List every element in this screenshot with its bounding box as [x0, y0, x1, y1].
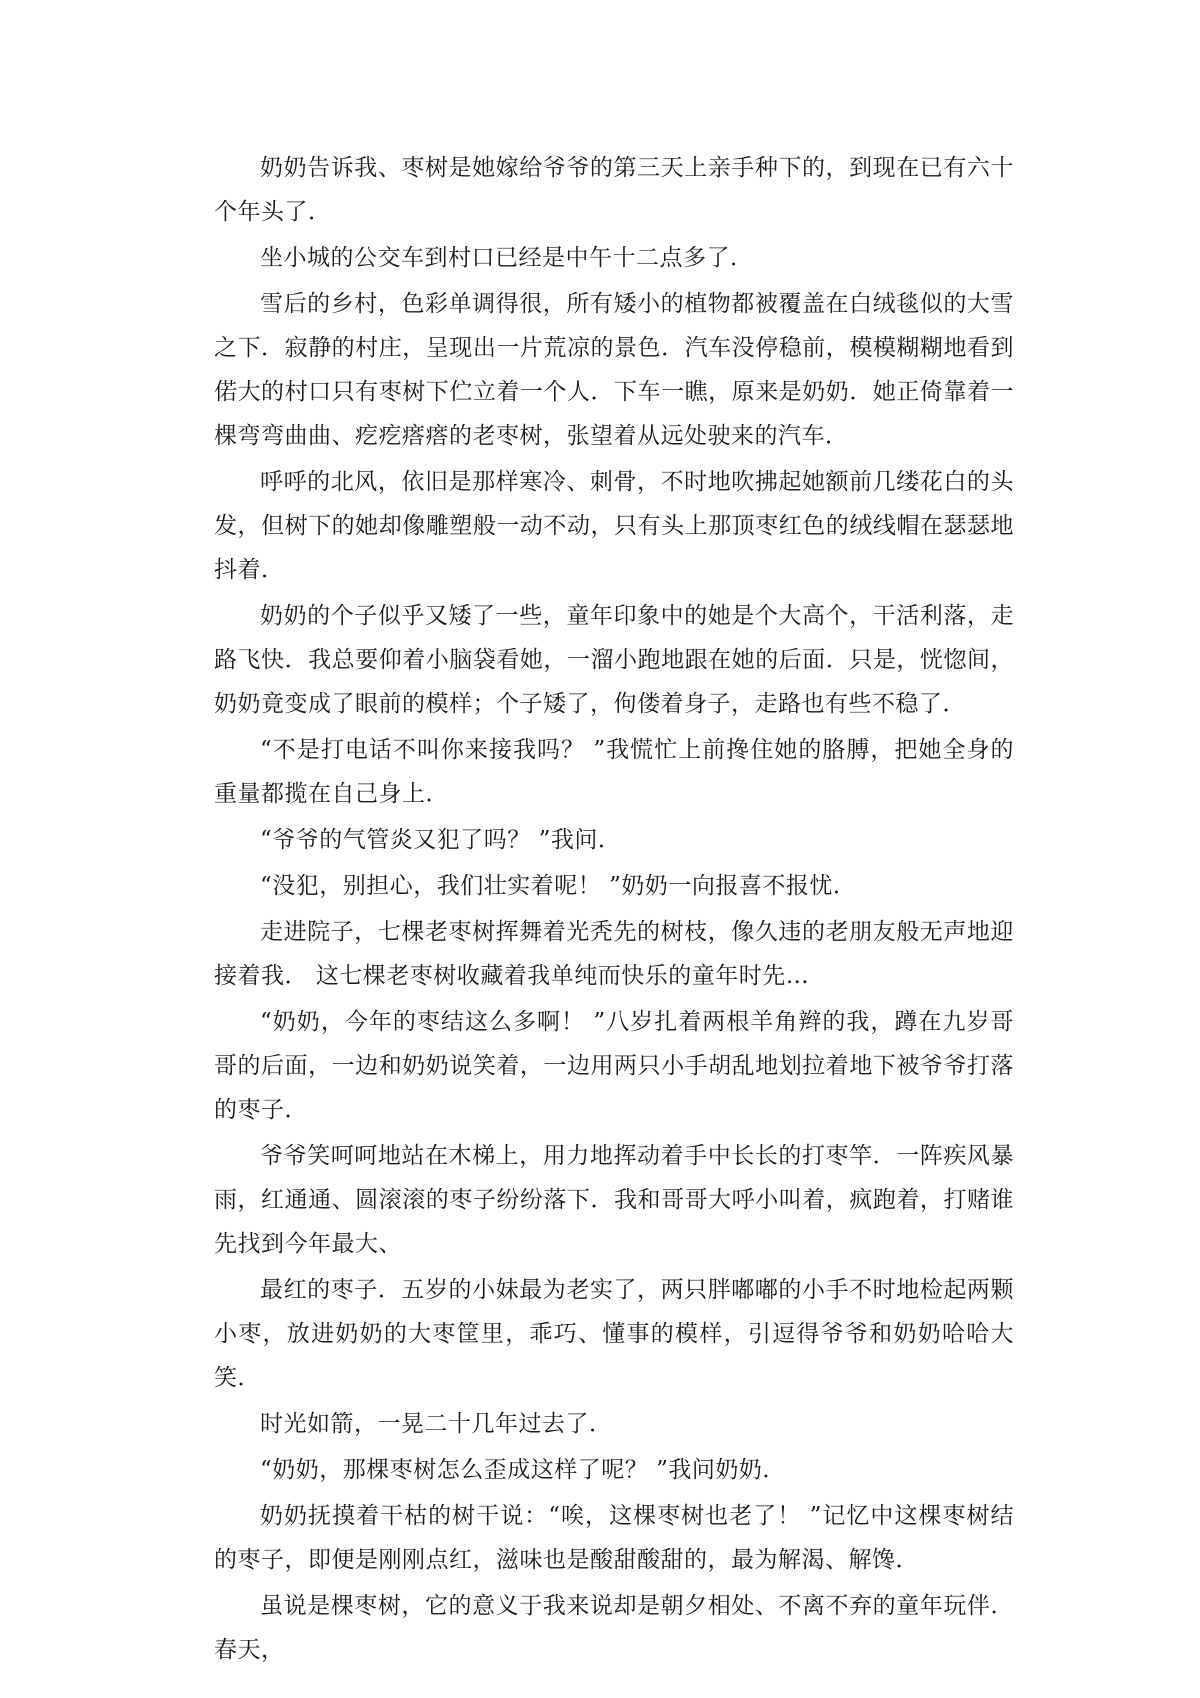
paragraph: 虽说是棵枣树，它的意义于我来说却是朝夕相处、不离不弃的童年玩伴．春天，: [214, 1593, 1014, 1663]
paragraph: “没犯，别担心，我们壮实着呢！ ”奶奶一向报喜不报忧．: [260, 873, 857, 899]
paragraph: 坐小城的公交车到村口已经是中午十二点多了．: [260, 245, 754, 271]
paragraph: 奶奶的个子似乎又矮了一些，童年印象中的她是个大高个，干活利落，走路飞快．我总要仰着小脑袋看她，一溜小跑地跟在她的后面．只是，恍惚间，奶奶竟变成了眼前的模样；个子矮了，佝偻着身子，走路也有些不稳了．: [214, 603, 1014, 717]
paragraph: “奶奶，今年的枣结这么多啊！ ”八岁扎着两根羊角辫的我，蹲在九岁哥哥的后面，一边和奶奶说笑着，一边用两只小手胡乱地划拉着地下被爷爷打落的枣子．: [214, 1009, 1014, 1123]
paragraph: “爷爷的气管炎又犯了吗？ ”我问．: [260, 827, 622, 853]
paragraph: 时光如箭，一晃二十几年过去了．: [260, 1411, 613, 1437]
paragraph: 走进院子，七棵老枣树挥舞着光秃先的树枝，像久违的老朋友般无声地迎接着我． 这七棵老枣树收藏着我单纯而快乐的童年时先…: [214, 919, 1014, 989]
paragraph: 最红的枣子．五岁的小妹最为老实了，两只胖嘟嘟的小手不时地检起两颗小枣，放进奶奶的大枣筐里，乖巧、懂事的模样，引逗得爷爷和奶奶哈哈大笑．: [214, 1277, 1014, 1391]
paragraph: 奶奶告诉我、枣树是她嫁给爷爷的第三天上亲手种下的，到现在已有六十个年头了．: [214, 155, 1014, 225]
paragraph: 雪后的乡村，色彩单调得很，所有矮小的植物都被覆盖在白绒毯似的大雪之下．寂静的村庄，呈现出一片荒凉的景色．汽车没停稳前，模模糊糊地看到偌大的村口只有枣树下伫立着一个人．下车一瞧，原来是奶奶．她正倚靠着一棵弯弯曲曲、疙疙瘩瘩的老枣树，张望着从远处驶来的汽车．: [214, 291, 1014, 449]
paragraph: 呼呼的北风，依旧是那样寒冷、刺骨，不时地吹拂起她额前几缕花白的头发，但树下的她却像雕塑般一动不动，只有头上那顶枣红色的绒线帽在瑟瑟地抖着．: [214, 469, 1014, 583]
paragraph: “奶奶，那棵枣树怎么歪成这样了呢？ ”我问奶奶．: [260, 1457, 786, 1483]
paragraph: 奶奶抚摸着干枯的树干说：“唉，这棵枣树也老了！ ”记忆中这棵枣树结的枣子，即便是刚刚点红，滋味也是酸甜酸甜的，最为解渴、解馋．: [214, 1503, 1014, 1573]
paragraph: 爷爷笑呵呵地站在木梯上，用力地挥动着手中长长的打枣竿．一阵疾风暴雨，红通通、圆滚滚的枣子纷纷落下．我和哥哥大呼小叫着，疯跑着，打赌谁先找到今年最大、: [214, 1143, 1014, 1257]
body-text: [214, 146, 1014, 1674]
paragraph: “不是打电话不叫你来接我吗？ ”我慌忙上前搀住她的胳膊，把她全身的重量都揽在自己身上．: [214, 737, 1014, 807]
